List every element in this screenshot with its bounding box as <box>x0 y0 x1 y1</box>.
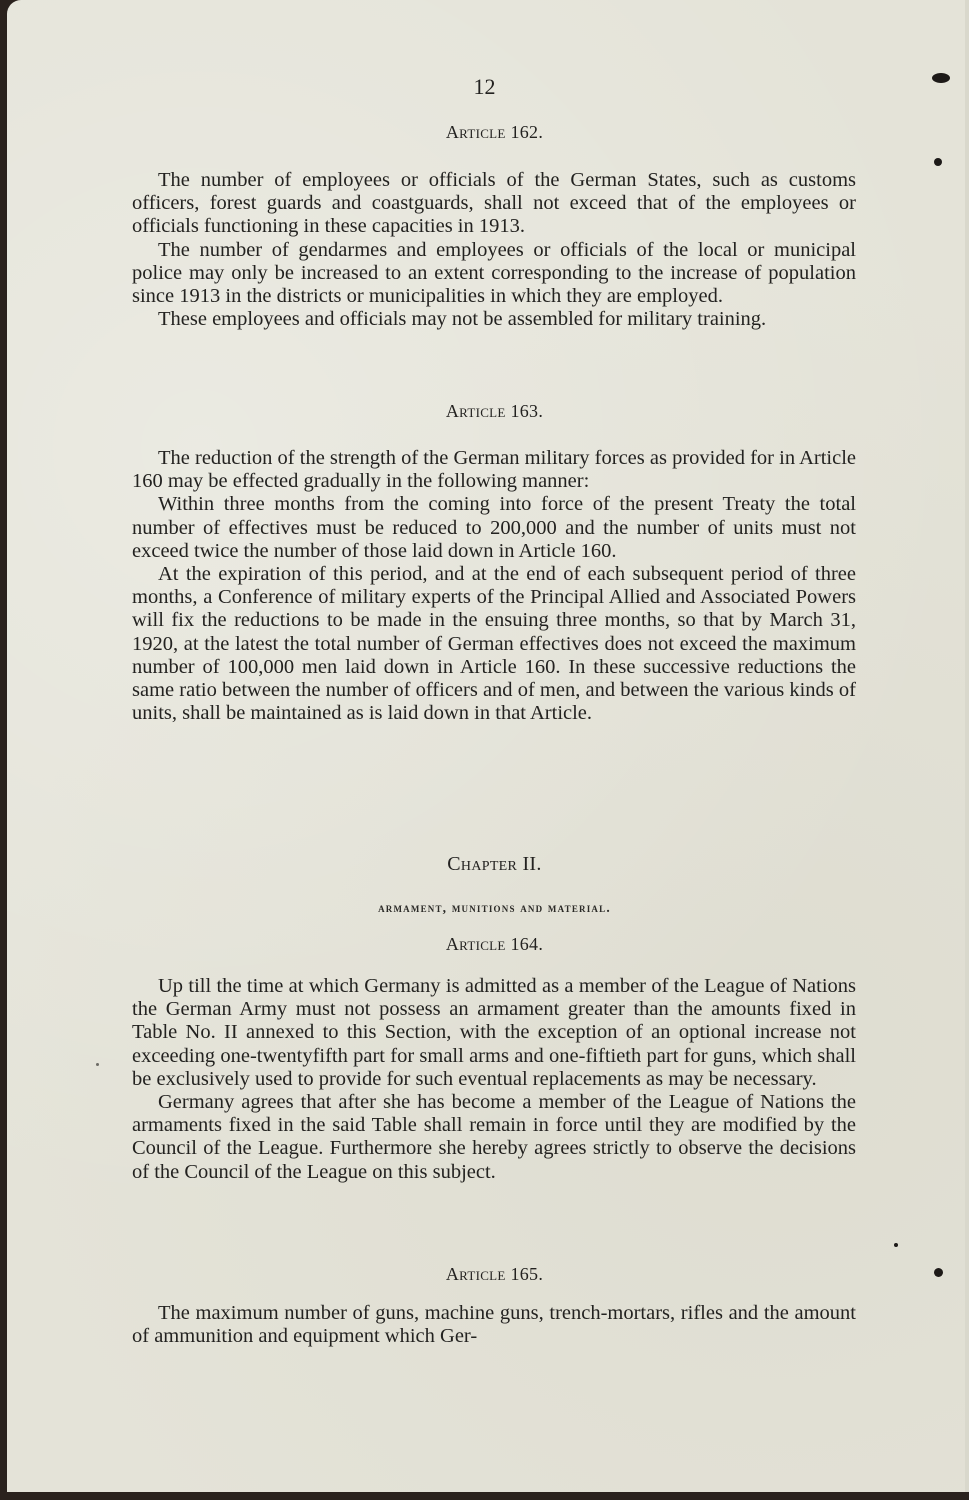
ink-spot-mark <box>894 1243 898 1247</box>
article-164-heading <box>0 934 969 955</box>
paragraph: The number of employees or officials of the German States, such as customs officers, forest guards and coastguards, shall not exceed that of the employees or officials functioning in these capacities in 1913. <box>132 169 856 238</box>
ink-spot-mark <box>934 1268 943 1277</box>
article-165-heading <box>0 1264 969 1285</box>
article-162-body <box>132 169 856 331</box>
paragraph: The maximum number of guns, machine guns, trench-mortars, rifles and the amount of ammunition and equipment which Ger- <box>132 1302 856 1348</box>
paragraph: Within three months from the coming into force of the present Treaty the total number of effectives must be reduced to 200,000 and the number of units must not exceed twice the number of those laid down in Article 160. <box>132 493 856 562</box>
paragraph: The reduction of the strength of the German military forces as provided for in Article 160 may be effected gradually in the following manner: <box>132 447 856 493</box>
article-163-title: Article 163. <box>445 401 544 421</box>
article-165-body <box>132 1302 856 1348</box>
article-165-title: Article 165. <box>445 1264 544 1284</box>
article-164-body <box>132 975 856 1184</box>
paragraph: Germany agrees that after she has become a member of the League of Nations the armaments fixed in the said Table shall remain in force until they are modified by the Council of the League. Furthermore she hereby agrees strictly to observe the decisions of the Council of the League on this subject. <box>132 1091 856 1183</box>
paragraph: Up till the time at which Germany is admitted as a member of the League of Nations the German Army must not possess an armament greater than the amounts fixed in Table No. II annexed to this Section, with the exception of an optional increase not exceeding one-twentyfifth part for small arms and one-fiftieth part for guns, which shall be exclusively used to provide for such eventual replacements as may be necessary. <box>132 975 856 1090</box>
article-163-body <box>132 447 856 725</box>
article-162-heading <box>0 122 969 143</box>
ink-spot-mark <box>934 158 942 166</box>
chapter-title: Chapter II. <box>447 853 542 875</box>
chapter-heading <box>0 853 969 876</box>
page-number: 12 <box>473 74 496 99</box>
ink-spot-mark <box>96 1063 99 1066</box>
chapter-subheading: armament, munitions and material. <box>378 900 611 915</box>
paragraph: The number of gendarmes and employees or officials of the local or municipal police may only be increased to an extent corresponding to the increase of population since 1913 in the districts or municipalities in which they are employed. <box>132 238 856 308</box>
article-163-heading <box>0 401 969 422</box>
article-162-title: Article 162. <box>445 122 544 142</box>
paragraph: At the expiration of this period, and at the end of each subsequent period of three months, a Conference of military experts of the Principal Allied and Associated Powers will fix the reductions to be made in the ensuing three months, so that by March 31, 1920, at the latest the total number of German effectives does not exceed the maximum number of 100,000 men laid down in Article 160. In these successive reductions the same ratio between the number of officers and of men, and between the various kinds of units, shall be maintained as is laid down in that Article. <box>132 563 856 725</box>
article-164-title: Article 164. <box>445 934 544 954</box>
ink-spot-mark <box>932 73 950 83</box>
paragraph: These employees and officials may not be assembled for military training. <box>158 308 767 331</box>
